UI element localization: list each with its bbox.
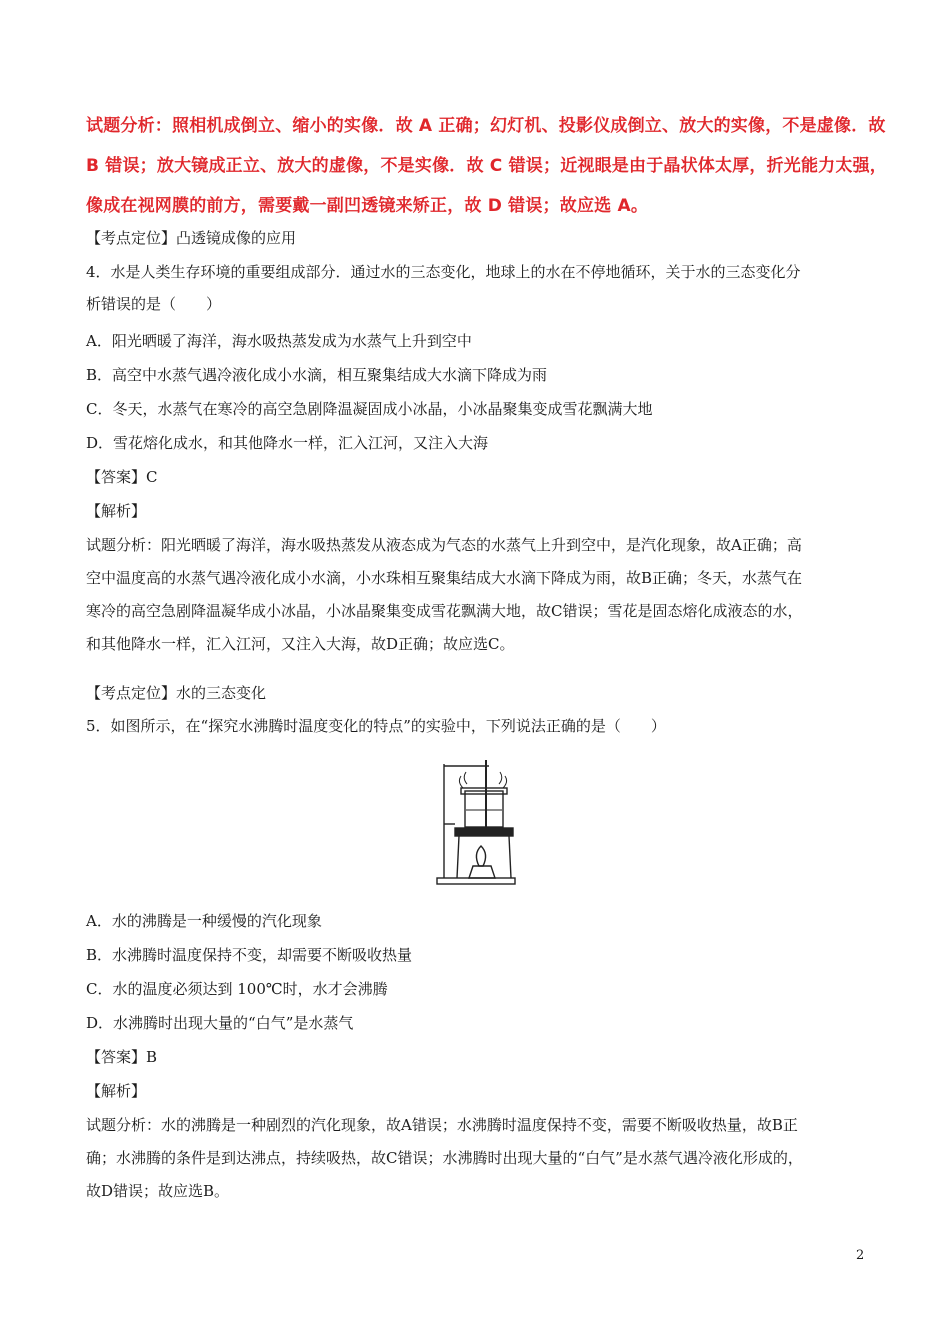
q5-option-b: B．水沸腾时温度保持不变，却需要不断吸收热量 bbox=[86, 946, 413, 964]
q5-option-c: C．水的温度必须达到 100℃时，水才会沸腾 bbox=[86, 980, 388, 998]
q5-analysis-line-1: 试题分析：水的沸腾是一种剧烈的汽化现象，故A错误；水沸腾时温度保持不变，需要不断吸收热量，故B正 bbox=[86, 1116, 798, 1134]
flame bbox=[476, 846, 485, 866]
q4-analysis-line-1: 试题分析：阳光晒暖了海洋，海水吸热蒸发从液态成为气态的水蒸气上升到空中，是汽化现象，故A正确；高 bbox=[86, 536, 802, 554]
steam-lines bbox=[459, 772, 506, 788]
q3-analysis-line-1: 试题分析：照相机成倒立、缩小的实像．故 A 正确；幻灯机、投影仪成倒立、放大的实像，不是虚像．故 bbox=[86, 116, 886, 136]
q4-analysis-line-4: 和其他降水一样，汇入江河，又注入大海，故D正确；故应选C。 bbox=[86, 635, 515, 653]
q4-option-c: C．冬天，水蒸气在寒冷的高空急剧降温凝固成小冰晶，小冰晶聚集变成雪花飘满大地 bbox=[86, 400, 653, 418]
q5-jiexi-heading: 【解析】 bbox=[86, 1082, 147, 1100]
q4-stem-line-2: 析错误的是（ ） bbox=[86, 295, 222, 313]
q4-option-a: A．阳光晒暖了海洋，海水吸热蒸发成为水蒸气上升到空中 bbox=[86, 332, 472, 350]
q5-analysis-line-2: 确；水沸腾的条件是到达沸点，持续吸热，故C错误；水沸腾时出现大量的“白气”是水蒸气遇冷液化形成的， bbox=[86, 1149, 803, 1167]
q3-analysis-line-2: B 错误；放大镜成正立、放大的虚像，不是实像．故 C 错误；近视眼是由于晶状体太厚，折光能力太强， bbox=[86, 156, 887, 176]
q4-option-b: B．高空中水蒸气遇冷液化成小水滴，相互聚集结成大水滴下降成为雨 bbox=[86, 366, 548, 384]
q4-analysis bbox=[86, 529, 876, 661]
q5-analysis bbox=[86, 1109, 876, 1208]
boiling-experiment-figure bbox=[435, 758, 517, 886]
q5-stem: 5．如图所示，在“探究水沸腾时温度变化的特点”的实验中，下列说法正确的是（ ） bbox=[86, 717, 666, 735]
beaker bbox=[465, 791, 503, 827]
q4-option-d: D．雪花熔化成水，和其他降水一样，汇入江河，又注入大海 bbox=[86, 434, 489, 452]
q4-analysis-line-3: 寒冷的高空急剧降温凝华成小冰晶，小冰晶聚集变成雪花飘满大地，故C错误；雪花是固态熔化成液态的水， bbox=[86, 602, 803, 620]
q3-analysis-line-3: 像成在视网膜的前方，需要戴一副凹透镜来矫正，故 D 错误；故应选 A。 bbox=[86, 196, 649, 216]
q4-analysis-line-2: 空中温度高的水蒸气遇冷液化成小水滴，小水珠相互聚集结成大水滴下降成为雨，故B正确；冬天，水蒸气在 bbox=[86, 569, 803, 587]
q3-kaodian: 【考点定位】凸透镜成像的应用 bbox=[86, 229, 297, 247]
q3-analysis bbox=[86, 106, 887, 226]
q4-kaodian: 【考点定位】水的三态变化 bbox=[86, 684, 267, 702]
alcohol-lamp bbox=[469, 866, 495, 878]
q4-jiexi-heading: 【解析】 bbox=[86, 502, 147, 520]
q5-option-d: D．水沸腾时出现大量的“白气”是水蒸气 bbox=[86, 1014, 354, 1032]
q5-analysis-line-3: 故D错误；故应选B。 bbox=[86, 1182, 230, 1200]
q5-option-a: A．水的沸腾是一种缓慢的汽化现象 bbox=[86, 912, 322, 930]
q5-answer: 【答案】B bbox=[86, 1048, 158, 1066]
q4-stem bbox=[86, 256, 876, 320]
stand-base bbox=[437, 878, 515, 884]
q4-stem-line-1: 4．水是人类生存环境的重要组成部分．通过水的三态变化，地球上的水在不停地循环，关于水的三态变化分 bbox=[86, 263, 801, 281]
page-number: 2 bbox=[856, 1248, 865, 1263]
q4-answer: 【答案】C bbox=[86, 468, 158, 486]
asbestos-net bbox=[455, 828, 513, 836]
